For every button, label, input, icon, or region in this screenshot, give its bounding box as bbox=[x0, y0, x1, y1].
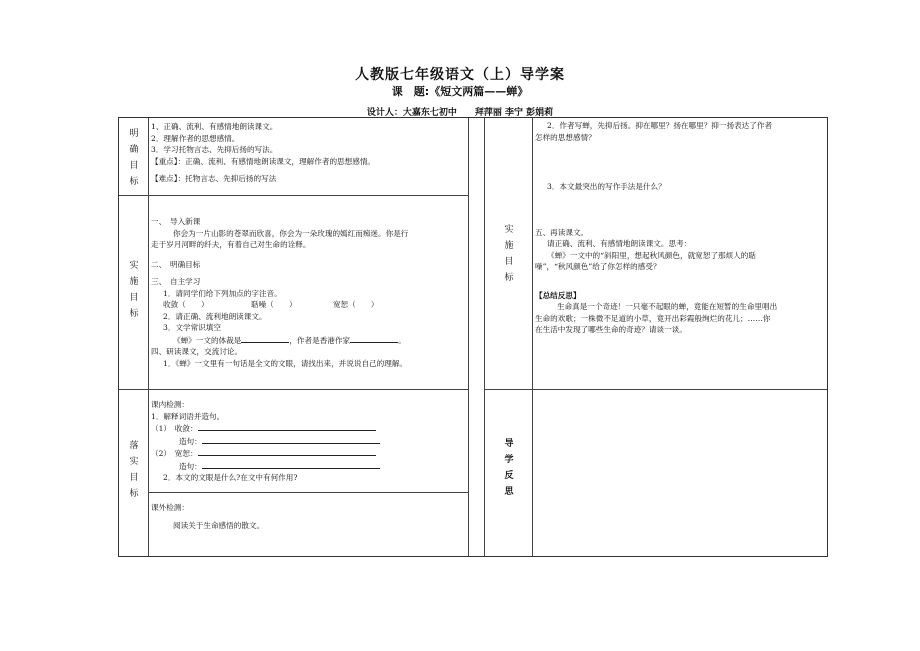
question: 《蝉》一文中的“斜阳里，想起秋风颜色，就宽恕了那烦人的聒 bbox=[547, 250, 756, 260]
question: 1．《蝉》一文里有一句话是全文的文眼，请找出来，并说说自己的理解。 bbox=[163, 358, 408, 368]
question: 2．作者写蝉，先抑后扬。抑在哪里？扬在哪里？抑一扬表达了作者 bbox=[547, 121, 773, 130]
sentence-row: 造句： bbox=[151, 435, 467, 448]
out-class-title: 课外检测： bbox=[151, 503, 189, 512]
divider bbox=[484, 389, 827, 390]
goals-label: 明 确 目 标 bbox=[129, 129, 139, 187]
reading-task: 阅读关于生命感悟的散文。 bbox=[173, 520, 265, 530]
answer-blank[interactable] bbox=[202, 460, 380, 469]
goal-line: 1、正确、流利、有感情地朗读课文。 bbox=[151, 122, 278, 131]
divider bbox=[484, 118, 485, 556]
answer-blank[interactable] bbox=[241, 334, 289, 343]
section-title: 一、 导入新课 bbox=[151, 217, 201, 226]
summary-text: 生命的欢歌；一株微不足道的小草，竟开出彩霞般绚烂的花儿；……你 bbox=[535, 313, 771, 323]
question: 2．本文的文眼是什么?在文中有何作用? bbox=[163, 473, 298, 482]
question: 3．文学常识填空 bbox=[163, 323, 221, 332]
question: 怎样的思想感情？ bbox=[535, 132, 596, 142]
define-row: （1） 收敛： bbox=[151, 422, 467, 435]
process-cell bbox=[151, 216, 467, 369]
extra-practice-cell bbox=[151, 502, 467, 531]
define-row: （2） 宽恕： bbox=[151, 447, 467, 460]
divider bbox=[468, 118, 469, 556]
worksheet-table bbox=[118, 117, 828, 557]
question: 1．请同学们给下列加点的字注音。 bbox=[163, 288, 282, 298]
word-item: 收敛（ ） bbox=[163, 300, 209, 309]
in-class-title: 课内检测： bbox=[151, 400, 189, 409]
goal-line: 3．学习托物言志、先抑后扬的写法。 bbox=[151, 145, 278, 154]
question: 1．解释词语并造句。 bbox=[151, 411, 225, 421]
right-process-cell bbox=[535, 120, 825, 336]
fill-blank-row: 《蝉》一文的体裁是 ，作者是香港作家 。 bbox=[173, 335, 406, 345]
section-title: 二、 明确目标 bbox=[151, 259, 201, 269]
section-title: 三、 自主学习 bbox=[151, 277, 201, 286]
sentence-row: 造句： bbox=[151, 460, 467, 473]
lesson-subject: 课 题:《短文两篇——蝉》 bbox=[391, 85, 529, 98]
answer-blank[interactable] bbox=[202, 435, 380, 444]
answer-blank[interactable] bbox=[350, 334, 398, 343]
divider bbox=[148, 492, 468, 493]
section-title: 五、再读课文。 bbox=[535, 227, 589, 237]
question: 噪”，“秋风颜色”给了你怎样的感受？ bbox=[535, 262, 661, 271]
goals-cell bbox=[151, 121, 465, 185]
answer-blank[interactable] bbox=[198, 422, 376, 431]
right-process-label: 实 施 目 标 bbox=[504, 225, 514, 283]
question: 3．本文最突出的写作手法是什么？ bbox=[547, 182, 666, 191]
reread-text: 请正确、流利、有感情地朗读课文。思考： bbox=[547, 239, 692, 248]
section-title: 四、研读课文，交流讨论。 bbox=[151, 347, 243, 356]
reflection-label: 导 学 反 思 bbox=[504, 439, 514, 497]
goal-line: 2．理解作者的思想感情。 bbox=[151, 133, 240, 143]
summary-title: 【总结反思】 bbox=[535, 290, 581, 300]
practice-label: 落 实 目 标 bbox=[129, 441, 139, 499]
designers-line: 设计人：大嘉东七初中 拜萍丽 李宁 彭娟莉 bbox=[366, 108, 554, 118]
summary-text: 生命真是一个奇迹！一只毫不起眼的蝉，竟能在短暂的生命里唱出 bbox=[557, 302, 778, 311]
divider bbox=[119, 389, 468, 390]
practice-cell bbox=[151, 399, 467, 484]
divider bbox=[119, 195, 468, 196]
intro-text: 走于岁月河畔的纤夫，有着自己对生命的诠释。 bbox=[151, 240, 311, 249]
word-item: 宽恕（ ） bbox=[332, 300, 379, 309]
page-title: 人教版七年级语文（上）导学案 bbox=[355, 67, 565, 83]
question: 2．请正确、流利地朗读课文。 bbox=[163, 311, 267, 321]
pinyin-row bbox=[151, 299, 467, 311]
word-item: 聒噪（ ） bbox=[250, 300, 297, 309]
answer-blank[interactable] bbox=[198, 447, 376, 456]
difficult-point: 【难点】：托物言志、先抑后扬的写法 bbox=[151, 174, 277, 183]
key-point: 【重点】：正确、流利、有感情地朗读课文，理解作者的思想感情。 bbox=[151, 156, 376, 166]
intro-text: 你会为一片山影的苍翠而欣喜，你会为一朵玫瑰的嫣红而痴迷。你是行 bbox=[173, 228, 409, 238]
process-label: 实 施 目 标 bbox=[129, 261, 139, 319]
divider bbox=[532, 118, 533, 556]
summary-text: 在生活中发现了哪些生命的奇迹？请谈一谈。 bbox=[535, 325, 687, 334]
divider bbox=[148, 118, 149, 556]
